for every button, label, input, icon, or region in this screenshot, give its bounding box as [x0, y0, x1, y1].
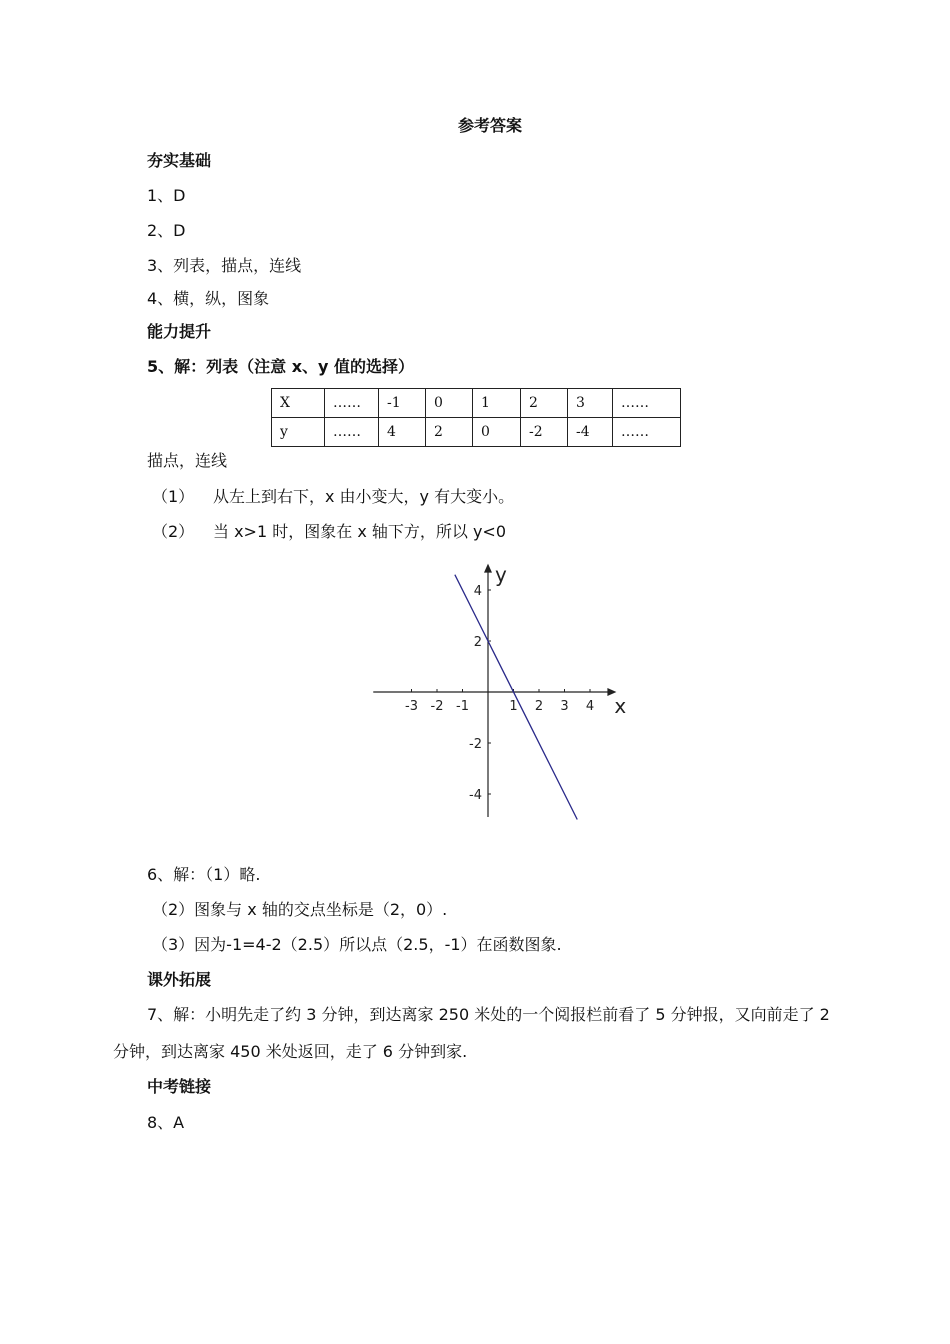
series-line — [455, 575, 577, 820]
x-axis-label: x — [614, 694, 627, 718]
y-tick-label: -2 — [469, 737, 482, 752]
section-heading-extension: 课外拓展 — [147, 970, 212, 989]
answer-6-part-3: （3）因为-1=4-2（2.5）所以点（2.5，-1）在函数图象. — [152, 935, 562, 954]
y-tick-label: 2 — [473, 635, 482, 650]
x-tick-label: -2 — [430, 699, 444, 714]
answer-5-plot-note: 描点，连线 — [147, 451, 228, 470]
x-tick-label: -1 — [456, 699, 469, 714]
table-row — [272, 418, 681, 447]
x-tick-label: 1 — [509, 699, 518, 714]
x-axis — [373, 688, 616, 696]
y-tick-label: 4 — [473, 584, 482, 599]
table-cell: -2 — [521, 418, 568, 447]
answer-3: 3、列表，描点，连线 — [147, 256, 302, 275]
y-tick-label: -4 — [469, 788, 482, 803]
table-cell: -1 — [379, 389, 426, 418]
answer-5-point-1-text: 从左上到右下，x 由小变大，y 有大变小。 — [213, 487, 515, 506]
table-cell: 2 — [426, 418, 473, 447]
table-row — [272, 389, 681, 418]
section-heading-ability: 能力提升 — [147, 322, 212, 341]
table-cell: …… — [613, 389, 681, 418]
answer-2: 2、D — [147, 221, 186, 240]
axis-ticks — [405, 584, 594, 803]
y-axis-label: y — [495, 562, 507, 587]
table-cell: …… — [325, 389, 379, 418]
answer-1: 1、D — [147, 186, 186, 205]
table-cell: 1 — [473, 389, 521, 418]
y-axis — [484, 564, 492, 817]
x-tick-label: -3 — [405, 699, 418, 714]
section-heading-basics: 夯实基础 — [147, 151, 212, 170]
section-heading-exam: 中考链接 — [147, 1077, 212, 1096]
x-tick-label: 2 — [534, 699, 544, 714]
answer-5-point-2-number: （2） — [152, 522, 195, 541]
table-cell: 3 — [568, 389, 613, 418]
x-tick-label: 4 — [585, 699, 595, 714]
table-cell: 0 — [473, 418, 521, 447]
table-cell: 0 — [426, 389, 473, 418]
table-cell: 2 — [521, 389, 568, 418]
page-title: 参考答案 — [458, 116, 523, 135]
answer-5-heading: 5、解：列表（注意 x、y 值的选择） — [147, 357, 415, 376]
function-graph — [355, 560, 635, 825]
plot-lines — [455, 575, 577, 820]
answer-6-part-2: （2）图象与 x 轴的交点坐标是（2，0）. — [152, 900, 448, 919]
value-table — [271, 388, 681, 447]
answer-7-line-1: 7、解：小明先走了约 3 分钟，到达离家 250 米处的一个阅报栏前看了 5 分钟报，又向前走了 2 — [147, 1005, 830, 1024]
answer-4: 4、横，纵，图象 — [147, 289, 270, 308]
table-cell: y — [272, 418, 325, 447]
table-cell: …… — [613, 418, 681, 447]
x-tick-label: 3 — [560, 699, 569, 714]
table-cell: 4 — [379, 418, 426, 447]
answer-6: 6、解：（1）略. — [147, 865, 261, 884]
answer-5-point-2-text: 当 x>1 时，图象在 x 轴下方，所以 y<0 — [213, 522, 507, 541]
answer-7-line-2: 分钟，到达离家 450 米处返回，走了 6 分钟到家. — [113, 1042, 468, 1061]
answer-5-point-1-number: （1） — [152, 487, 195, 506]
table-cell: -4 — [568, 418, 613, 447]
table-cell: X — [272, 389, 325, 418]
answer-8: 8、A — [147, 1113, 185, 1132]
table-cell: …… — [325, 418, 379, 447]
